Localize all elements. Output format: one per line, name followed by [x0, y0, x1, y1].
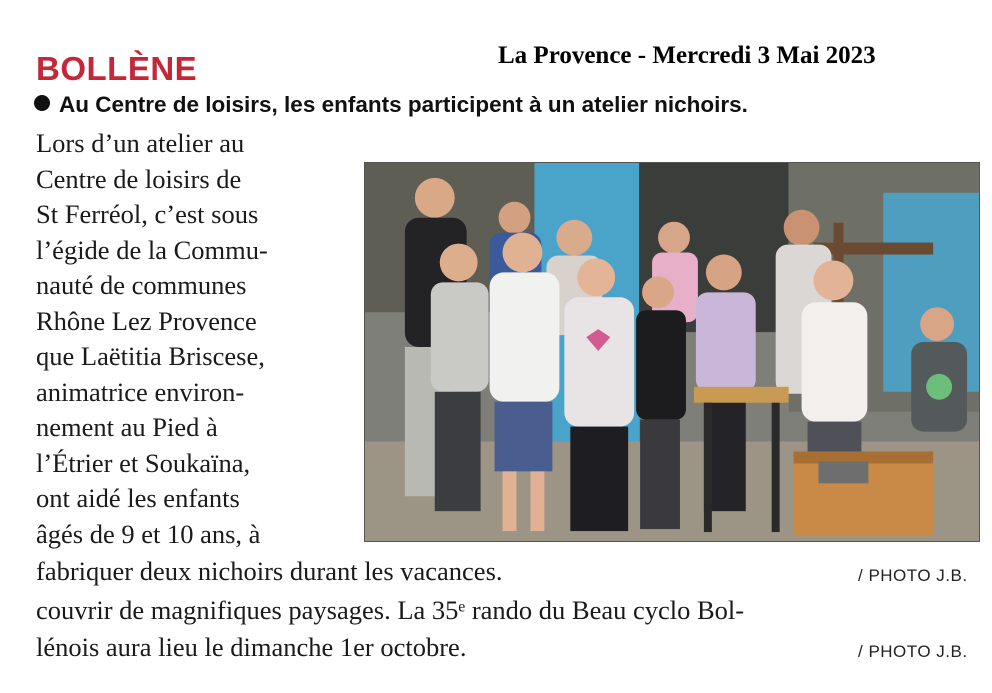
body-line: l’Étrier et Soukaïna, [36, 447, 251, 478]
body-line: que Laëtitia Briscese, [36, 341, 265, 371]
photo-credit: / PHOTO J.B. [858, 566, 968, 585]
next-article-line: couvrir de magnifiques paysages. La 35ᵉ rando du Beau cyclo Bol- [36, 595, 745, 625]
next-photo-credit: / PHOTO J.B. [858, 642, 968, 661]
newspaper-dateline: La Provence - Mercredi 3 Mai 2023 [498, 42, 876, 69]
article-photo [364, 162, 980, 542]
body-line: ont aidé les enfants [36, 483, 240, 513]
article-headline [34, 92, 964, 118]
headline-text: Au Centre de loisirs, les enfants participent à un atelier nichoirs. [59, 92, 748, 117]
next-article-line: lénois aura lieu le dimanche 1er octobre. [36, 632, 467, 662]
body-line: Centre de loisirs de [36, 163, 242, 194]
body-line: animatrice environ- [36, 376, 245, 407]
body-line: nauté de communes [36, 270, 247, 300]
body-line: St Ferréol, c’est sous [36, 199, 259, 229]
bullet-icon [34, 95, 50, 111]
body-line: Rhône Lez Provence [36, 305, 257, 336]
body-line: âgés de 9 et 10 ans, à [36, 518, 261, 549]
town-heading: BOLLÈNE [36, 50, 198, 87]
body-line: Lors d’un atelier au [36, 128, 245, 158]
article-body [36, 126, 356, 552]
group-photo-illustration [365, 163, 979, 541]
body-last-line: fabriquer deux nichoirs durant les vacances. [36, 556, 503, 586]
body-line: l’égide de la Commu- [36, 234, 268, 265]
body-line: nement au Pied à [36, 412, 218, 442]
